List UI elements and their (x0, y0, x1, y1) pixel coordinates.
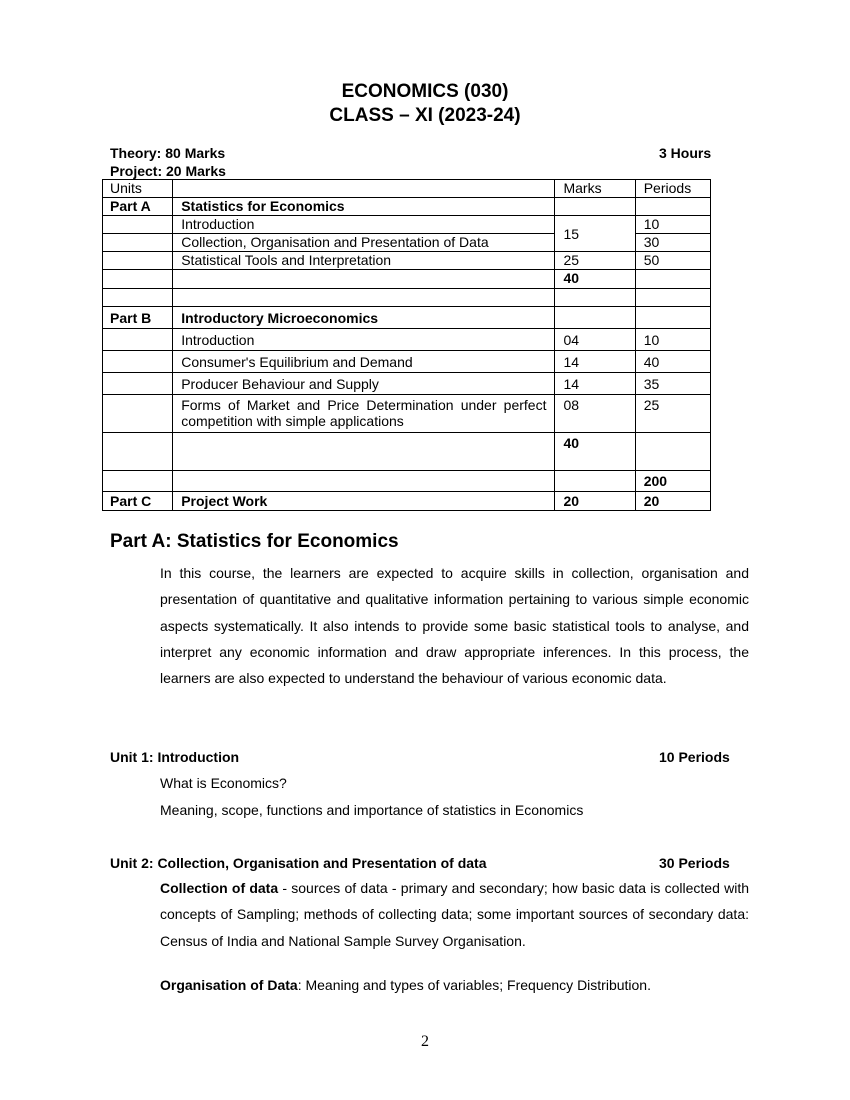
unit2-organisation-paragraph (160, 972, 749, 998)
section-intro: In this course, the learners are expected to acquire skills in collection, organisation and presentation of quantitative and qualitative information pertaining to various simple economic aspects systematically. It also intends to provide some basic statistical tools to analyse, and interpret any economic information and draw appropriate inferences. In this process, the learners are also expected to understand the behaviour of various economic data. (160, 565, 749, 687)
section-heading: Part A: Statistics for Economics (110, 531, 399, 552)
unit2-periods: 30 Periods (659, 855, 730, 871)
unit2-title: Unit 2: Collection, Organisation and Presentation of data (110, 855, 487, 871)
unit-name: Introduction (173, 216, 555, 234)
theory-marks: Theory: 80 Marks (110, 145, 226, 161)
table-row (103, 270, 711, 289)
table-row (103, 198, 711, 216)
unit-marks: 25 (555, 252, 635, 270)
unit-marks: 15 (555, 216, 635, 252)
table-row (103, 351, 711, 373)
unit-name: Forms of Market and Price Determination under perfect competition with simple applications (173, 395, 555, 433)
organisation-text: : Meaning and types of variables; Frequency Distribution. (297, 977, 651, 993)
table-row (103, 373, 711, 395)
unit2-collection-paragraph (160, 875, 749, 954)
part-a-label: Part A (103, 198, 173, 216)
project-marks: Project: 20 Marks (110, 163, 226, 179)
unit-periods: 30 (635, 234, 710, 252)
table-row (103, 492, 711, 511)
part-b-total: 40 (555, 433, 635, 471)
part-c-periods: 20 (635, 492, 710, 511)
exam-duration: 3 Hours (659, 145, 712, 161)
table-row (103, 252, 711, 270)
unit-periods: 50 (635, 252, 710, 270)
part-c-title: Project Work (173, 492, 555, 511)
header-periods: Periods (635, 180, 710, 198)
grand-total-periods: 200 (635, 471, 710, 492)
part-b-title: Introductory Microeconomics (173, 307, 555, 329)
unit1-line: Meaning, scope, functions and importance of statistics in Economics (160, 802, 584, 818)
table-row (103, 471, 711, 492)
unit-periods: 10 (635, 329, 710, 351)
table-row (103, 433, 711, 471)
unit-name: Consumer's Equilibrium and Demand (173, 351, 555, 373)
unit-marks: 08 (555, 395, 635, 433)
unit-name: Introduction (173, 329, 555, 351)
unit-periods: 35 (635, 373, 710, 395)
table-row (103, 329, 711, 351)
unit-name: Statistical Tools and Interpretation (173, 252, 555, 270)
unit-periods: 25 (635, 395, 710, 433)
header-blank (173, 180, 555, 198)
part-a-total: 40 (555, 270, 635, 289)
table-header-row (103, 180, 711, 198)
unit-periods: 40 (635, 351, 710, 373)
table-row (103, 216, 711, 234)
document-title: ECONOMICS (030) (341, 81, 509, 102)
collection-text: - sources of data - primary and secondary; how basic data is collected with concepts of Sampling; methods of collecting data; some important sources of secondary data: Census of India and National Sample Survey Organisation. (160, 880, 750, 949)
collection-label: Collection of data (160, 880, 279, 896)
unit-marks: 04 (555, 329, 635, 351)
unit-periods: 10 (635, 216, 710, 234)
unit-name: Producer Behaviour and Supply (173, 373, 555, 395)
page-number: 2 (421, 1033, 429, 1050)
unit1-line: What is Economics? (160, 775, 287, 791)
part-c-label: Part C (103, 492, 173, 511)
unit1-title: Unit 1: Introduction (110, 749, 240, 765)
unit-marks: 14 (555, 373, 635, 395)
part-a-title: Statistics for Economics (173, 198, 555, 216)
unit-marks: 14 (555, 351, 635, 373)
marks-distribution-table (102, 179, 711, 511)
part-b-label: Part B (103, 307, 173, 329)
unit-name: Collection, Organisation and Presentation of Data (173, 234, 555, 252)
table-row (103, 307, 711, 329)
unit1-periods: 10 Periods (659, 749, 730, 765)
header-marks: Marks (555, 180, 635, 198)
table-row (103, 289, 711, 307)
organisation-label: Organisation of Data (160, 977, 298, 993)
document-subtitle: CLASS – XI (2023-24) (329, 105, 521, 126)
table-row (103, 395, 711, 433)
part-c-marks: 20 (555, 492, 635, 511)
header-units: Units (103, 180, 173, 198)
